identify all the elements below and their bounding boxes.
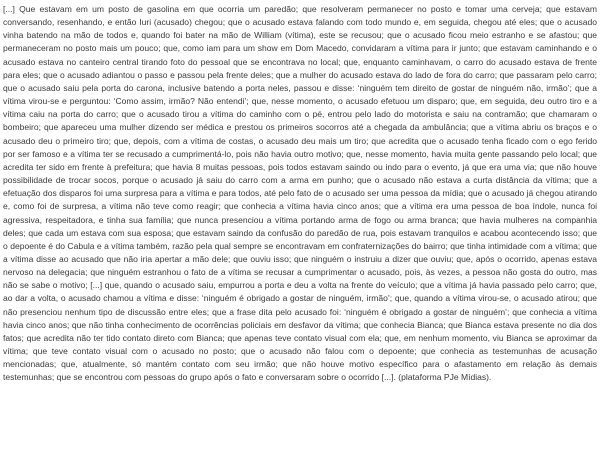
testimony-paragraph: [...] Que estavam em um posto de gasolina em que ocorria um paredão; que resolveram permanecer no posto e tomar uma cerveja; que estavam conversando, resenhando, e então Iuri (acusado) chegou; que o acusado estava falando com todo mundo e, em seguida, chegou até eles; que o acusado vinha batendo na mão de todos e, quando foi bater na mão de William (vítima), este se recusou; que o acusado ficou meio estranho e se afastou; que permaneceram no posto mais um pouco; que, como iam para um show em Dom Macedo, convidaram a vítima para ir junto; que estavam caminhando e o acusado estava no canteiro central tirando foto do pessoal que se encontrava no local; que, enquanto caminhavam, o carro do acusado estava de frente para eles; que o acusado adiantou o passo e passou pela frente deles; que a mulher do acusado estava do lado de fora do carro; que passaram pelo carro; que o acusado saiu pela porta do carona, inclusive batendo a porta neles, passou e disse: ‘ninguém tem direito de gostar de ninguém não, irmão’; que a vítima virou-se e perguntou: ‘Como assim, irmão? Não entendi’; que, nesse momento, o acusado efetuou um disparo; que, em seguida, deu outro tiro e a vítima caiu na porta do carro; que o acusado tirou a vítima do caminho com o pé, entrou pelo lado do motorista e saiu na contramão; que chamaram o bombeiro; que apareceu uma mulher dizendo ser médica e prestou os primeiros socorros até a chegada da ambulância; que a vítima abriu os braços e o acusado deu o primeiro tiro; que, depois, com a vítima de costas, o acusado deu mais um tiro; que acredita que o acusado tenha ficado com o ego ferido por ser famoso e a vítima ter se recusado a cumprimentá-lo, pois não havia outro motivo; que, nesse momento, havia muita gente passando pelo local; que acredita ter sido em frente à prefeitura; que havia 8 muitas pessoas, pois todos estavam saindo ou indo para o evento, já que era uma via; que não houve possibilidade de trocar socos, porque o acusado já saiu do carro com a arma em punho; que o acusado não estava a curta distância da vítima; que a efetuação dos disparos foi uma surpresa para a vítima e para todos, até pelo fato de o acusado ser uma pessoa da mídia; que o acusado já chegou atirando e, como foi de surpresa, a vítima não teve como reagir; que conhecia a vítima havia cinco anos; que a vítima era uma pessoa de boa índole, nunca foi agressiva, respeitadora, e tinha sua família; que nunca presenciou a vítima portando arma de fogo ou arma branca; que havia mulheres na companhia deles; que cada um estava com sua esposa; que estavam saindo da confusão do paredão de rua, pois estavam tranquilos e acabou acontecendo isso; que o depoente é do Cabula e a vítima também, razão pela qual sempre se encontravam em confraternizações do bairro; que tinha intimidade com a vítima; que a vítima disse ao acusado que não iria apertar a mão dele; que ouviu isso; que ninguém o instruiu a dizer que ouviu; que, após o ocorrido, apenas estava nervoso na delegacia; que ninguém estranhou o fato de a vítima se recusar a cumprimentar o acusado, pois, às vezes, a pessoa não gosta do outro, mas não se sabe o motivo; [...] que, quando o acusado saiu, empurrou a porta e deu a volta na frente do veículo; que a vítima já havia passado pelo carro; que, ao dar a volta, o acusado chamou a vítima e disse: ‘ninguém é obrigado a gostar de ninguém, irmão’; que, quando a vítima virou-se, o acusado atirou; que não presenciou nenhum tipo de discussão entre eles; que a frase dita pelo acusado foi: ‘ninguém é obrigado a gostar de ninguém’; que conhecia a vítima havia cinco anos; que não tinha conhecimento de ocorrências policiais em desfavor da vítima; que conhecia Bianca; que Bianca estava presente no dia dos fatos; que acredita não ter tido contato direto com Bianca; que apenas teve contato visual com ela; que, em nenhum momento, viu Bianca se aproximar da vítima; que teve contato visual com o acusado no posto; que o acusado não falou com o depoente; que conhecia as testemunhas de acusação mencionadas; que, atualmente, só mantém contato com seu irmão; que não houve motivo específico para o afastamento em relação às demais testemunhas; que se encontrou com pessoas do grupo após o fato e conversaram sobre o ocorrido [...]. (plataforma PJe Mídias). — [3, 4, 597, 383]
